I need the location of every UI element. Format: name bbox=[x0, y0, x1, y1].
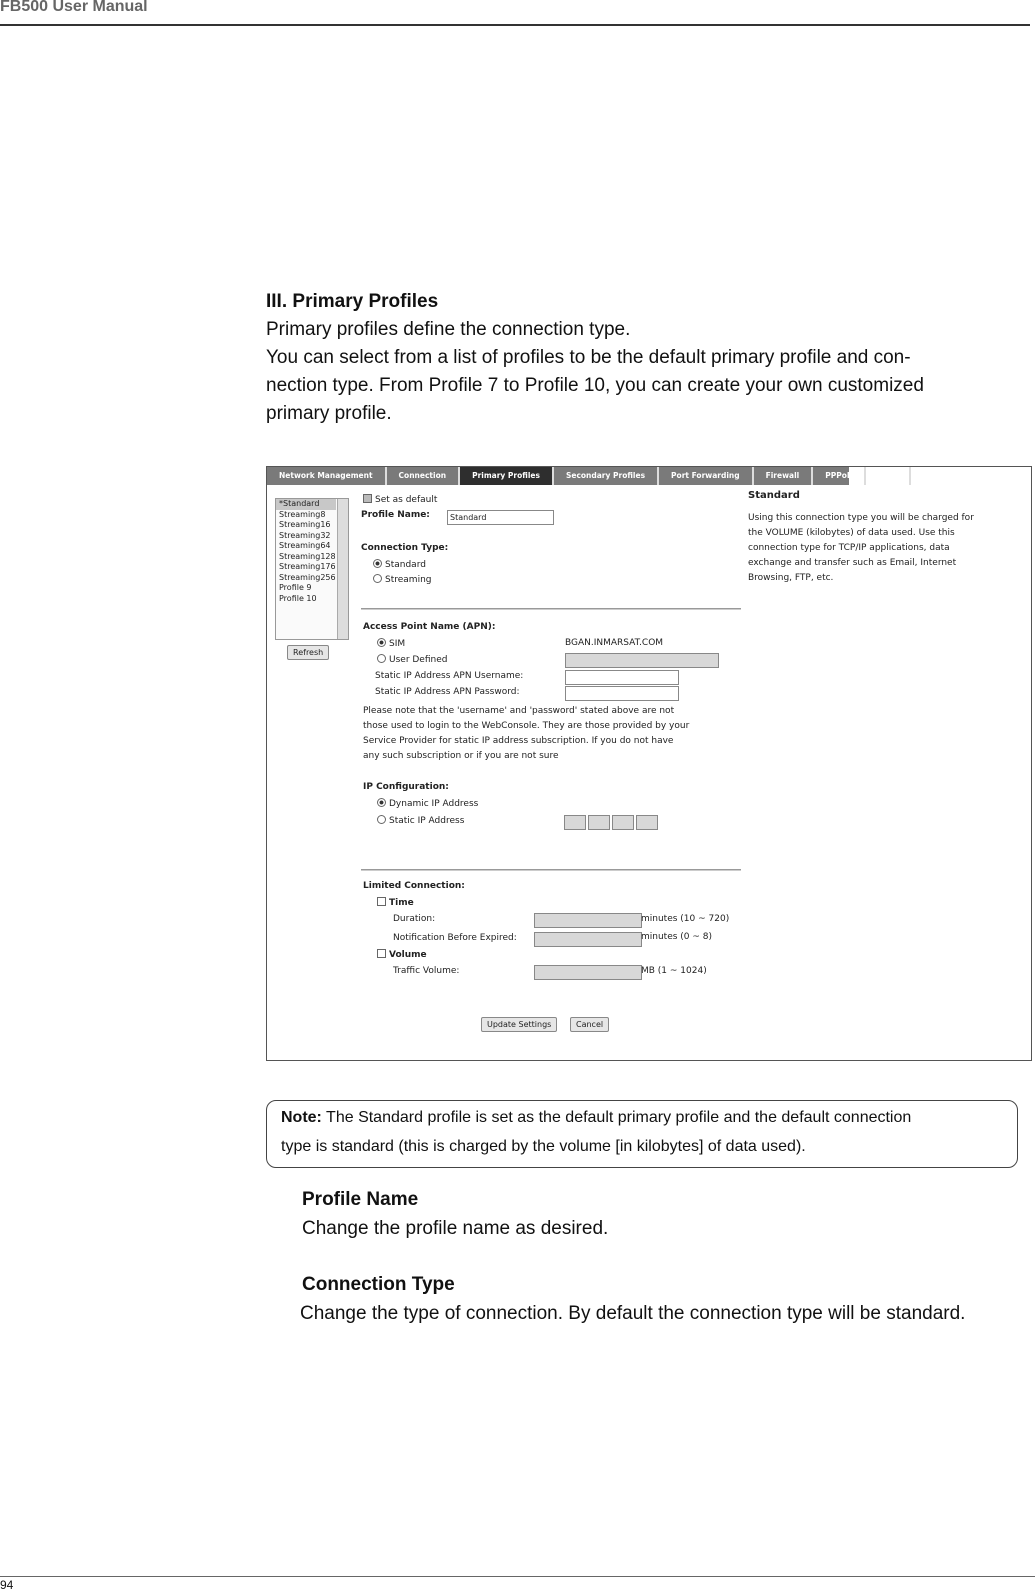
ip-dynamic-label: Dynamic IP Address bbox=[389, 799, 479, 809]
ip-static-label: Static IP Address bbox=[389, 816, 465, 826]
set-default-checkbox[interactable] bbox=[363, 494, 372, 503]
lc-notification-input[interactable] bbox=[534, 932, 642, 947]
help-title: Standard bbox=[748, 490, 800, 501]
note-text: The Standard profile is set as the default primary profile and the default connection bbox=[326, 1109, 912, 1126]
tab-secondary-profiles[interactable]: Secondary Profiles bbox=[554, 467, 659, 485]
ip-config-label: IP Configuration: bbox=[363, 782, 449, 792]
lc-time-label: Time bbox=[389, 898, 414, 908]
profile-name-text: Change the profile name as desired. bbox=[302, 1218, 609, 1239]
help-line: the VOLUME (kilobytes) of data used. Use this bbox=[748, 528, 955, 538]
ct-standard-label: Standard bbox=[385, 560, 426, 570]
profile-list-item[interactable]: Streaming64 bbox=[279, 541, 331, 550]
ct-standard-option[interactable] bbox=[373, 559, 426, 570]
intro-line: Primary profiles define the connection type. bbox=[266, 319, 631, 340]
apn-password-input[interactable] bbox=[565, 686, 679, 701]
profile-list-item[interactable]: Streaming32 bbox=[279, 530, 331, 540]
page-number: 94 bbox=[0, 1578, 14, 1592]
profile-list-scrollbar[interactable] bbox=[337, 499, 348, 639]
apn-user-radio[interactable] bbox=[377, 654, 386, 663]
ct-standard-radio[interactable] bbox=[373, 559, 382, 568]
ip-octet-input[interactable] bbox=[588, 815, 610, 830]
apn-sim-radio[interactable] bbox=[377, 638, 386, 647]
apn-note-line: any such subscription or if you are not sure bbox=[363, 751, 559, 761]
lc-traffic-label: Traffic Volume: bbox=[393, 966, 460, 976]
help-line: exchange and transfer such as Email, Internet bbox=[748, 558, 957, 568]
lc-time-checkbox[interactable] bbox=[377, 897, 386, 906]
ip-static-radio[interactable] bbox=[377, 815, 386, 824]
divider bbox=[361, 869, 741, 871]
set-default-option[interactable] bbox=[363, 494, 437, 505]
tab-pppoe[interactable]: PPPoE bbox=[813, 467, 866, 485]
apn-sim-value: BGAN.INMARSAT.COM bbox=[565, 638, 664, 648]
help-line: Browsing, FTP, etc. bbox=[748, 573, 834, 583]
connection-type-heading: Connection Type bbox=[302, 1274, 455, 1295]
apn-note-line: Please note that the 'username' and 'password' stated above are not bbox=[363, 706, 675, 716]
limited-connection-label: Limited Connection: bbox=[363, 881, 465, 891]
lc-time-option[interactable] bbox=[377, 897, 414, 908]
apn-username-label: Static IP Address APN Username: bbox=[375, 671, 524, 681]
ct-streaming-option[interactable] bbox=[373, 574, 431, 585]
lc-notification-label: Notification Before Expired: bbox=[393, 933, 517, 943]
tab-primary-profiles[interactable]: Primary Profiles bbox=[460, 467, 554, 485]
lc-duration-unit: minutes (10 ~ 720) bbox=[641, 914, 730, 924]
ip-dynamic-radio[interactable] bbox=[377, 798, 386, 807]
note-label: Note: bbox=[281, 1109, 322, 1126]
lc-volume-checkbox[interactable] bbox=[377, 949, 386, 958]
profile-list[interactable] bbox=[275, 498, 349, 640]
apn-sim-option[interactable] bbox=[377, 638, 405, 649]
lc-notification-unit: minutes (0 ~ 8) bbox=[641, 932, 713, 942]
tab-firewall[interactable]: Firewall bbox=[754, 467, 814, 485]
tab-network-management[interactable]: Network Management bbox=[267, 467, 387, 485]
lc-traffic-input[interactable] bbox=[534, 965, 642, 980]
profile-list-item[interactable]: Streaming176 bbox=[279, 562, 336, 571]
header-rule bbox=[0, 24, 1030, 26]
update-settings-button[interactable]: Update Settings bbox=[481, 1017, 557, 1032]
apn-note-line: Service Provider for static IP address subscription. If you do not have bbox=[363, 736, 674, 746]
profile-list-item[interactable]: Profile 10 bbox=[279, 593, 317, 603]
profile-name-label: Profile Name: bbox=[361, 510, 430, 520]
apn-user-option[interactable] bbox=[377, 654, 447, 665]
ip-octet-input[interactable] bbox=[564, 815, 586, 830]
connection-type-label: Connection Type: bbox=[361, 543, 449, 553]
refresh-button[interactable]: Refresh bbox=[287, 645, 329, 660]
help-line: Using this connection type you will be charged for bbox=[748, 513, 974, 523]
lc-traffic-unit: MB (1 ~ 1024) bbox=[641, 966, 707, 976]
apn-sim-label: SIM bbox=[389, 639, 406, 649]
cancel-button[interactable]: Cancel bbox=[570, 1017, 609, 1032]
note-box bbox=[266, 1100, 1018, 1168]
lc-volume-option[interactable] bbox=[377, 949, 427, 960]
help-panel bbox=[748, 490, 1018, 586]
intro-line: primary profile. bbox=[266, 403, 392, 424]
ct-streaming-label: Streaming bbox=[385, 575, 432, 585]
apn-label: Access Point Name (APN): bbox=[363, 622, 496, 632]
tab-bar bbox=[267, 467, 897, 485]
profile-name-input[interactable]: Standard bbox=[447, 510, 554, 525]
lc-duration-label: Duration: bbox=[393, 914, 436, 924]
profile-list-item[interactable]: Streaming256 bbox=[279, 572, 336, 582]
profile-list-item[interactable]: *Standard bbox=[276, 499, 336, 510]
lc-duration-input[interactable] bbox=[534, 913, 642, 928]
footer-rule bbox=[0, 1576, 1035, 1577]
profile-list-item[interactable]: Streaming16 bbox=[279, 520, 331, 529]
primary-profiles-screenshot bbox=[266, 466, 1032, 1061]
apn-user-input[interactable] bbox=[565, 653, 719, 668]
section-title: III. Primary Profiles bbox=[266, 291, 439, 312]
apn-note-line: those used to login to the WebConsole. They are those provided by your bbox=[363, 721, 690, 731]
running-header: FB500 User Manual bbox=[0, 0, 148, 15]
tab-port-forwarding[interactable]: Port Forwarding bbox=[659, 467, 754, 485]
connection-type-text: Change the type of connection. By default the connection type will be standard. bbox=[300, 1303, 966, 1324]
apn-username-input[interactable] bbox=[565, 670, 679, 685]
section-intro bbox=[266, 316, 1011, 428]
apn-password-label: Static IP Address APN Password: bbox=[375, 687, 520, 697]
profile-list-item[interactable]: Streaming8 bbox=[279, 509, 326, 519]
ip-dynamic-option[interactable] bbox=[377, 798, 478, 809]
set-default-label: Set as default bbox=[375, 495, 438, 505]
tab-connection[interactable]: Connection bbox=[387, 467, 461, 485]
ip-octet-input[interactable] bbox=[636, 815, 658, 830]
profile-list-item[interactable]: Streaming128 bbox=[279, 551, 336, 561]
help-line: connection type for TCP/IP applications, data bbox=[748, 543, 950, 553]
note-line bbox=[281, 1103, 1017, 1132]
intro-line: You can select from a list of profiles to be the default primary profile and con- bbox=[266, 347, 911, 368]
ct-streaming-radio[interactable] bbox=[373, 574, 382, 583]
intro-line: nection type. From Profile 7 to Profile 10, you can create your own customized bbox=[266, 375, 924, 396]
profile-name-heading: Profile Name bbox=[302, 1189, 419, 1210]
lc-volume-label: Volume bbox=[389, 950, 427, 960]
apn-note bbox=[363, 704, 689, 764]
ip-static-option[interactable] bbox=[377, 815, 464, 826]
tab-misc[interactable]: Misc bbox=[866, 467, 911, 485]
profile-list-item[interactable]: Profile 9 bbox=[279, 583, 312, 592]
divider bbox=[361, 608, 741, 610]
ip-octet-input[interactable] bbox=[612, 815, 634, 830]
note-line: type is standard (this is charged by the volume [in kilobytes] of data used). bbox=[281, 1138, 806, 1155]
apn-user-label: User Defined bbox=[389, 655, 448, 665]
